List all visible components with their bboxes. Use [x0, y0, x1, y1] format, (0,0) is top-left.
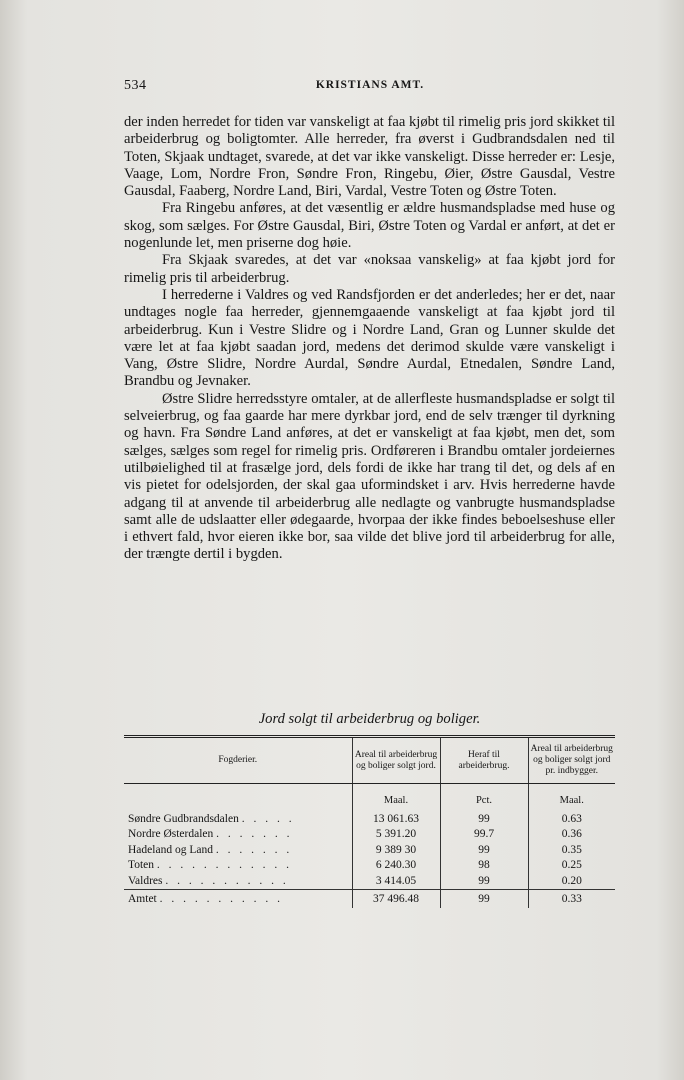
unit-cell — [124, 784, 352, 812]
leader-dots: . . . . . — [241, 812, 295, 825]
per-capita-cell: 0.36 — [528, 827, 615, 843]
pct-cell: 99 — [440, 874, 528, 890]
per-capita-cell: 0.35 — [528, 843, 615, 859]
table-row — [124, 843, 615, 859]
table-row — [124, 874, 615, 890]
area-cell: 9 389 30 — [352, 843, 440, 859]
column-header: Areal til arbeiderbrug og boliger solgt jord. — [352, 737, 440, 784]
row-name: Toten — [128, 859, 155, 871]
leader-dots: . . . . . . . . . . . . — [156, 859, 293, 871]
per-capita-cell: 0.33 — [528, 890, 615, 908]
column-header: Areal til arbeiderbrug og boliger solgt jord pr. indbygger. — [528, 737, 615, 784]
paragraph: Fra Skjaak svaredes, at det var «noksaa vanskelig» at faa kjøbt jord for rimelig pris til arbeiderbrug. — [124, 252, 615, 286]
statistics-table — [124, 735, 615, 908]
table-row — [124, 812, 615, 828]
unit-cell: Maal. — [528, 784, 615, 812]
column-header: Fogderier. — [124, 737, 352, 784]
column-header: Heraf til arbeiderbrug. — [440, 737, 528, 784]
per-capita-cell: 0.63 — [528, 812, 615, 828]
row-name: Nordre Østerdalen — [128, 828, 214, 840]
paragraph: Fra Ringebu anføres, at det væsentlig er ældre husmandspladse med huse og skog, som sælges. For Østre Gausdal, Biri, Østre Toten og Vardal er anført, at det er nogenlunde let, men priserne dog høie. — [124, 200, 615, 252]
table-row — [124, 858, 615, 874]
table-header-row — [124, 737, 615, 784]
page-number: 534 — [124, 78, 147, 93]
pct-cell: 99.7 — [440, 827, 528, 843]
row-name-cell — [124, 890, 352, 908]
row-name: Valdres — [128, 874, 163, 887]
area-cell: 5 391.20 — [352, 827, 440, 843]
unit-cell: Pct. — [440, 784, 528, 812]
paragraph: Østre Slidre herredsstyre omtaler, at de allerfleste husmandspladse er solgt til selveierbrug, og faa gaarde har mere dyrkbar jord, end de selv trænger til dyrkning og havn. Fra Søndre Land anføres, at det er vanskeligt at faa kjøbt, men det, som sælges, sælges som regel for rimelig pris. Ordføreren i Brandbu omtaler jordeiernes utilbøielighed til at frasælge jord, dels fordi de ikke har trang til det, og dels af en vis pietet for odelsjorden, der skal gaa uformindsket i arv. Hvis herrederne havde adgang til at anvende til arbeiderbrug alle nedlagte og vanbrugte husmandspladse samt alle de udslaatter eller ødegaarde, hvorpaa der ikke findes beboelseshuse eller i ethvert fald, hvor eieren ikke bor, saa vilde det blive jord til arbeiderbrug for alle, der trængte dertil i bygden. — [124, 390, 615, 563]
page-header — [124, 78, 616, 98]
area-cell: 6 240.30 — [352, 858, 440, 874]
leader-dots: . . . . . . . — [215, 843, 293, 856]
pct-cell: 98 — [440, 858, 528, 874]
leader-dots: . . . . . . . . . . . — [165, 874, 289, 887]
pct-cell: 99 — [440, 812, 528, 828]
area-cell: 37 496.48 — [352, 890, 440, 908]
running-title: KRISTIANS AMT. — [315, 79, 425, 91]
paragraph: I herrederne i Valdres og ved Randsfjorden er det anderledes; her er det, naar undtages nogle faa herreder, gjennemgaaende vanskeligt at faa kjøbt jord til arbeiderbrug. Kun i Vestre Slidre og i Nordre Land, Gran og Lunner skulde det være let at faa kjøbt saadan jord, medens det derimod skulde være vanskeligt i Vang, Østre Slidre, Nordre Aurdal, Søndre Aurdal, Etnedalen, Søndre Land, Brandbu og Jevnaker. — [124, 286, 615, 390]
per-capita-cell: 0.20 — [528, 874, 615, 890]
table-caption: Jord solgt til arbeiderbrug og boliger. — [258, 711, 481, 727]
row-name: Søndre Gudbrandsdalen — [128, 812, 239, 825]
area-cell: 3 414.05 — [352, 874, 440, 890]
table-row — [124, 827, 615, 843]
row-name-cell — [124, 843, 352, 859]
total-row — [124, 890, 615, 908]
paragraph: der inden herredet for tiden var vanskeligt at faa kjøbt til rimelig pris jord skikket til arbeiderbrug og boligtomter. Alle herreder, fra øverst i Gudbrandsdalen ned til Toten, Skjaak undtaget, svarede, at det var ikke vanskeligt. Disse herreder er: Lesje, Vaage, Lom, Nordre Fron, Søndre Fron, Ringebu, Øier, Østre Gausdal, Vestre Gausdal, Faaberg, Nordre Land, Biri, Vardal, Vestre Toten og Østre Toten. — [124, 114, 615, 200]
body-text — [124, 114, 615, 564]
unit-cell: Maal. — [352, 784, 440, 812]
units-row — [124, 784, 615, 812]
pct-cell: 99 — [440, 843, 528, 859]
area-cell: 13 061.63 — [352, 812, 440, 828]
per-capita-cell: 0.25 — [528, 858, 615, 874]
row-name: Hadeland og Land — [128, 843, 213, 856]
row-name-cell — [124, 874, 352, 890]
leader-dots: . . . . . . . . . . . — [159, 893, 283, 905]
leader-dots: . . . . . . . — [216, 828, 293, 840]
row-name-cell — [124, 812, 352, 828]
row-name-cell — [124, 827, 352, 843]
row-name-cell — [124, 858, 352, 874]
row-name: Amtet — [128, 893, 157, 905]
pct-cell: 99 — [440, 890, 528, 908]
